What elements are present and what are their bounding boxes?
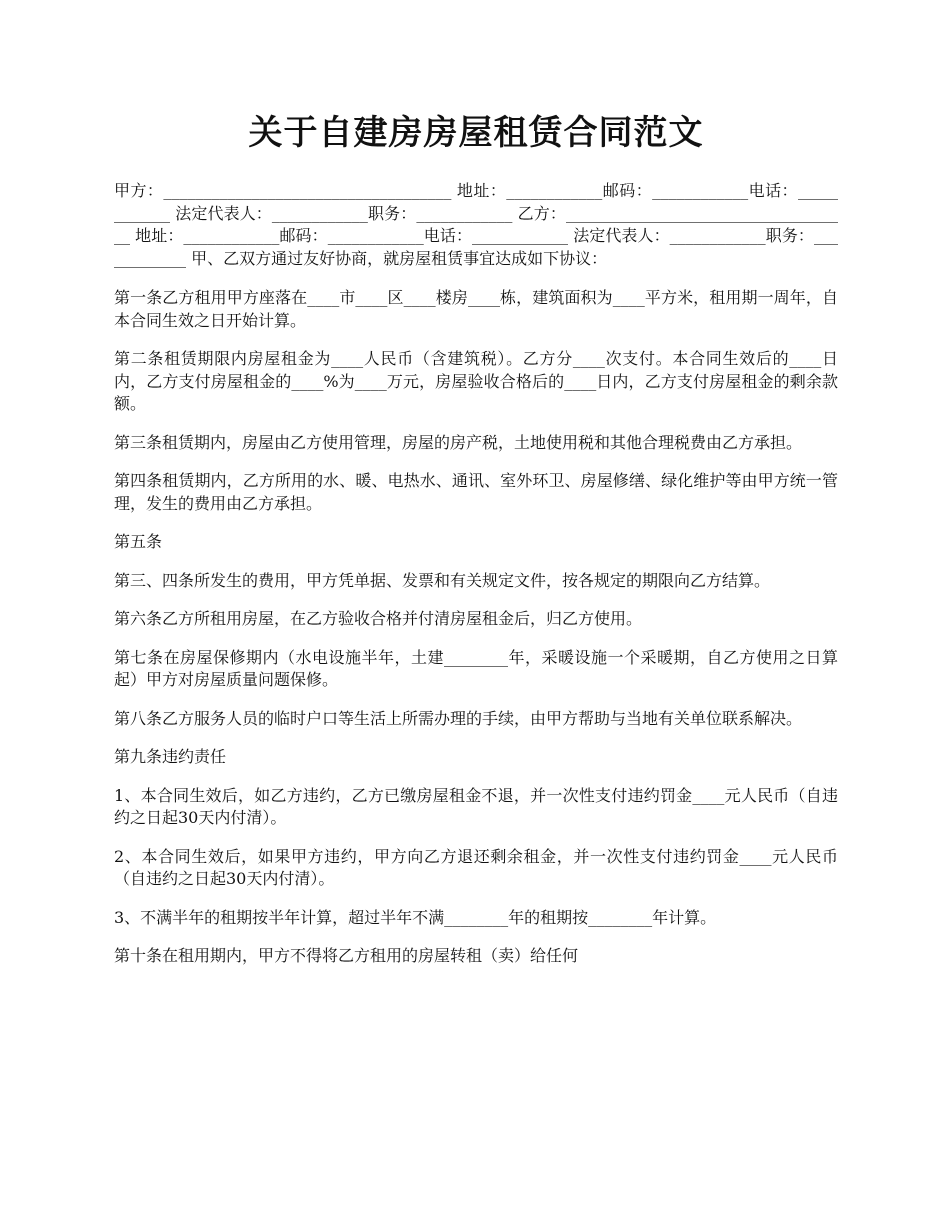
clause-4: 第四条租赁期内，乙方所用的水、暖、电热水、通讯、室外环卫、房屋修缮、绿化维护等由甲方统一管理，发生的费用由乙方承担。 <box>114 471 838 513</box>
clause-9-heading: 第九条违约责任 <box>114 747 227 766</box>
clause-8: 第八条乙方服务人员的临时户口等生活上所需办理的手续，由甲方帮助与当地有关单位联系解决。 <box>114 708 803 728</box>
clause-9-item-3: 3、不满半年的租期按半年计算，超过半年不满________年的租期按________年计算。 <box>114 907 717 927</box>
clause-5-heading: 第五条 <box>114 532 163 551</box>
clause-10: 第十条在租用期内，甲方不得将乙方租用的房屋转租（卖）给任何 <box>114 946 579 965</box>
clause-5-body: 第三、四条所发生的费用，甲方凭单据、发票和有关规定文件，按各规定的期限向乙方结算。 <box>114 570 771 590</box>
clause-1: 第一条乙方租用甲方座落在____市____区____楼房____栋，建筑面积为____平方米，租用期一周年，自本合同生效之日开始计算。 <box>114 288 838 330</box>
document-title: 关于自建房房屋租赁合同范文 <box>248 113 704 153</box>
clause-2: 第二条租赁期限内房屋租金为____人民币（含建筑税）。乙方分____次支付。本合同生效后的____日内，乙方支付房屋租金的____%为____万元，房屋验收合格后的____日内，乙方支付房屋租金的剩余款额。 <box>114 349 838 413</box>
clause-7: 第七条在房屋保修期内（水电设施半年，土建________年，采暖设施一个采暖期，自乙方使用之日算起）甲方对房屋质量问题保修。 <box>114 647 838 689</box>
clause-9-item-1: 1、本合同生效后，如乙方违约，乙方已缴房屋租金不退，并一次性支付违约罚金____元人民币（自违约之日起30天内付清）。 <box>114 785 838 827</box>
clause-9-item-2: 2、本合同生效后，如果甲方违约，甲方向乙方退还剩余租金，并一次性支付违约罚金____元人民币（自违约之日起30天内付清）。 <box>114 846 838 888</box>
parties-header: 甲方：____________________________________ 地址：____________邮码：____________电话：____________ 法定代表人：____________职务：____________ 乙方：____________________________________ 地址：____________邮码：____________电话：____________ 法定代表人：____________职务：____________ 甲、乙双方通过友好协商，就房屋租赁事宜达成如下协议： <box>114 181 838 268</box>
clause-3: 第三条租赁期内，房屋由乙方使用管理，房屋的房产税，土地使用税和其他合理税费由乙方承担。 <box>114 432 803 452</box>
clause-6: 第六条乙方所租用房屋，在乙方验收合格并付清房屋租金后，归乙方使用。 <box>114 609 643 628</box>
